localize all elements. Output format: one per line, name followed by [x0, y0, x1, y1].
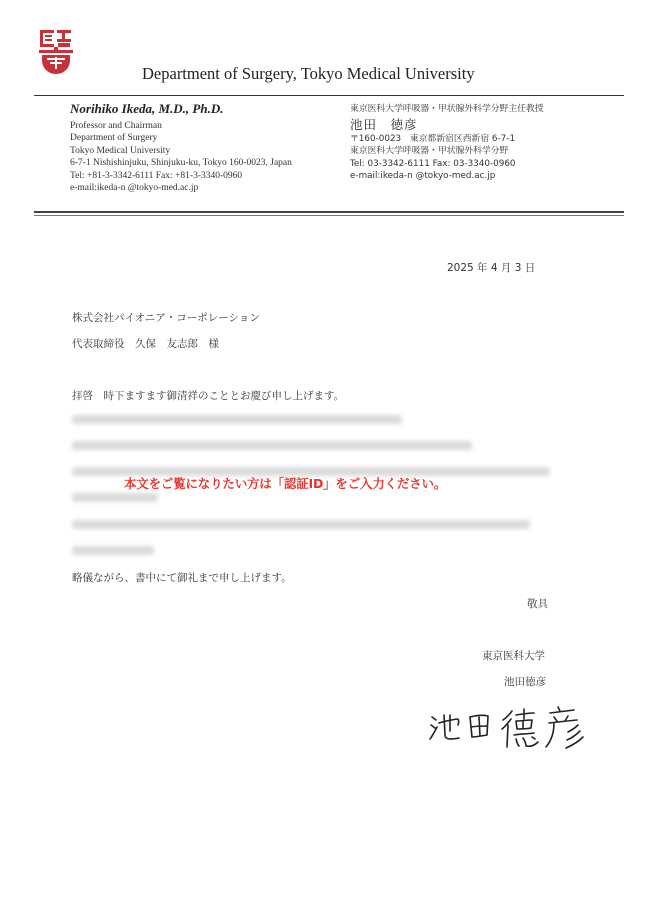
japanese-email: e-mail:ikeda-n @tokyo-med.ac.jp	[350, 171, 496, 182]
english-email: e-mail:ikeda-n @tokyo-med.ac.jp	[70, 183, 199, 194]
english-phone-fax: Tel: +81-3-3342-6111 Fax: +81-3-3340-0960	[70, 170, 243, 181]
japanese-contact-block	[350, 103, 544, 183]
letter-date: 2025 年 4 月 3 日	[447, 262, 536, 274]
english-address: 6-7-1 Nishishinjuku, Shinjuku-ku, Tokyo 160-0023, Japan	[70, 158, 292, 169]
blurred-text-line	[72, 546, 154, 555]
signature-organization: 東京医科大学	[482, 650, 545, 662]
letterhead-bottom-rule	[34, 211, 624, 213]
closing-line: 略儀ながら、書中にて御礼まで申し上げます。	[72, 572, 292, 584]
handwritten-signature	[428, 703, 598, 751]
japanese-name: 池田 徳彦	[350, 116, 418, 132]
japanese-address: 〒160-0023 東京都新宿区西新宿 6-7-1	[350, 133, 516, 144]
greeting-line: 拝啓 時下ますます御清祥のこととお慶び申し上げます。	[72, 390, 345, 402]
recipient-company: 株式会社パイオニア・コーポレーション	[72, 312, 260, 324]
japanese-title: 東京医科大学呼吸器・甲状腺外科学分野主任教授	[350, 104, 544, 114]
signature-name: 池田徳彦	[504, 676, 546, 688]
header-divider	[34, 95, 624, 96]
letterhead-bottom-rule-thin	[34, 215, 624, 216]
blurred-text-line	[72, 520, 530, 529]
japanese-department: 東京医科大学呼吸器・甲状腺外科学分野	[350, 146, 509, 157]
department-title: Department of Surgery, Tokyo Medical University	[142, 64, 475, 83]
authentication-notice: 本文をご覧になりたい方は「認証ID」をご入力ください。	[124, 476, 447, 491]
recipient-person: 代表取締役 久保 友志郎 様	[72, 338, 219, 350]
blurred-text-line	[72, 441, 472, 450]
english-university: Tokyo Medical University	[70, 145, 171, 156]
english-position: Professor and Chairman	[70, 121, 162, 131]
blurred-text-line	[72, 493, 158, 502]
english-department: Department of Surgery	[70, 133, 158, 144]
japanese-phone-fax: Tel: 03-3342-6111 Fax: 03-3340-0960	[350, 158, 516, 169]
blurred-text-line	[72, 415, 402, 424]
english-contact-block	[70, 100, 292, 194]
closing-salutation: 敬具	[527, 598, 548, 610]
english-name: Norihiko Ikeda, M.D., Ph.D.	[70, 101, 224, 116]
university-crest-icon	[38, 28, 74, 76]
